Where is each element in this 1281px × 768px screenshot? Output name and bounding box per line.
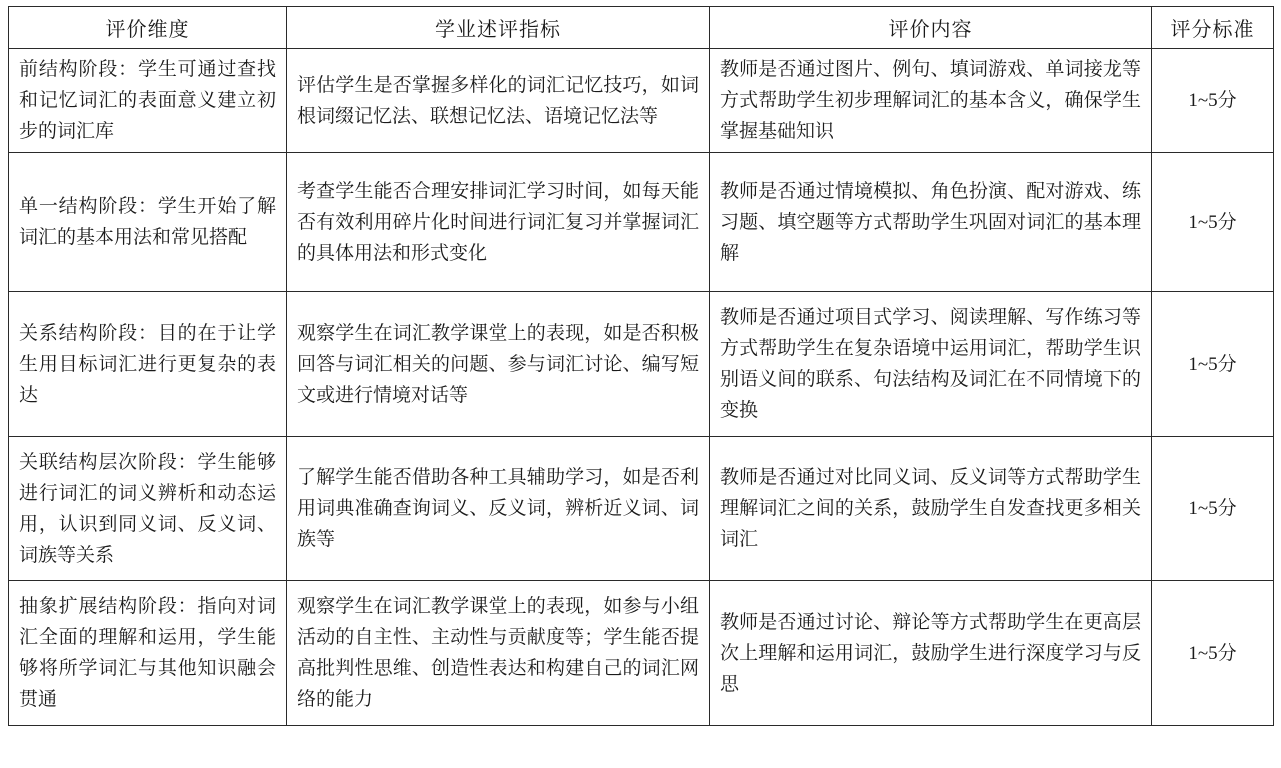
cell-dimension: 单一结构阶段：学生开始了解词汇的基本用法和常见搭配	[9, 153, 287, 292]
cell-indicator: 了解学生能否借助各种工具辅助学习，如是否利用词典准确查询词义、反义词，辨析近义词、词族等	[287, 437, 710, 581]
cell-indicator: 考查学生能否合理安排词汇学习时间，如每天能否有效利用碎片化时间进行词汇复习并掌握词汇的具体用法和形式变化	[287, 153, 710, 292]
cell-content: 教师是否通过情境模拟、角色扮演、配对游戏、练习题、填空题等方式帮助学生巩固对词汇的基本理解	[710, 153, 1152, 292]
evaluation-table	[8, 6, 1274, 726]
table-row	[9, 292, 1274, 437]
cell-content: 教师是否通过讨论、辩论等方式帮助学生在更高层次上理解和运用词汇，鼓励学生进行深度学习与反思	[710, 581, 1152, 726]
cell-score: 1~5分	[1152, 437, 1274, 581]
cell-content: 教师是否通过对比同义词、反义词等方式帮助学生理解词汇之间的关系，鼓励学生自发查找更多相关词汇	[710, 437, 1152, 581]
table-row	[9, 49, 1274, 153]
cell-dimension: 关联结构层次阶段：学生能够进行词汇的词义辨析和动态运用，认识到同义词、反义词、词族等关系	[9, 437, 287, 581]
cell-dimension: 关系结构阶段：目的在于让学生用目标词汇进行更复杂的表达	[9, 292, 287, 437]
cell-score: 1~5分	[1152, 292, 1274, 437]
header-indicator: 学业述评指标	[287, 7, 710, 49]
cell-indicator: 评估学生是否掌握多样化的词汇记忆技巧，如词根词缀记忆法、联想记忆法、语境记忆法等	[287, 49, 710, 153]
cell-score: 1~5分	[1152, 49, 1274, 153]
cell-dimension: 抽象扩展结构阶段：指向对词汇全面的理解和运用，学生能够将所学词汇与其他知识融会贯通	[9, 581, 287, 726]
cell-content: 教师是否通过图片、例句、填词游戏、单词接龙等方式帮助学生初步理解词汇的基本含义，确保学生掌握基础知识	[710, 49, 1152, 153]
table-body	[9, 49, 1274, 726]
cell-indicator: 观察学生在词汇教学课堂上的表现，如是否积极回答与词汇相关的问题、参与词汇讨论、编写短文或进行情境对话等	[287, 292, 710, 437]
header-score: 评分标准	[1152, 7, 1274, 49]
evaluation-table-wrapper	[8, 6, 1273, 726]
header-dimension: 评价维度	[9, 7, 287, 49]
table-row	[9, 437, 1274, 581]
cell-score: 1~5分	[1152, 153, 1274, 292]
table-row	[9, 581, 1274, 726]
cell-content: 教师是否通过项目式学习、阅读理解、写作练习等方式帮助学生在复杂语境中运用词汇，帮助学生识别语义间的联系、句法结构及词汇在不同情境下的变换	[710, 292, 1152, 437]
cell-dimension: 前结构阶段：学生可通过查找和记忆词汇的表面意义建立初步的词汇库	[9, 49, 287, 153]
cell-indicator: 观察学生在词汇教学课堂上的表现，如参与小组活动的自主性、主动性与贡献度等；学生能否提高批判性思维、创造性表达和构建自己的词汇网络的能力	[287, 581, 710, 726]
cell-score: 1~5分	[1152, 581, 1274, 726]
table-row	[9, 153, 1274, 292]
header-content: 评价内容	[710, 7, 1152, 49]
header-row	[9, 7, 1274, 49]
table-header	[9, 7, 1274, 49]
